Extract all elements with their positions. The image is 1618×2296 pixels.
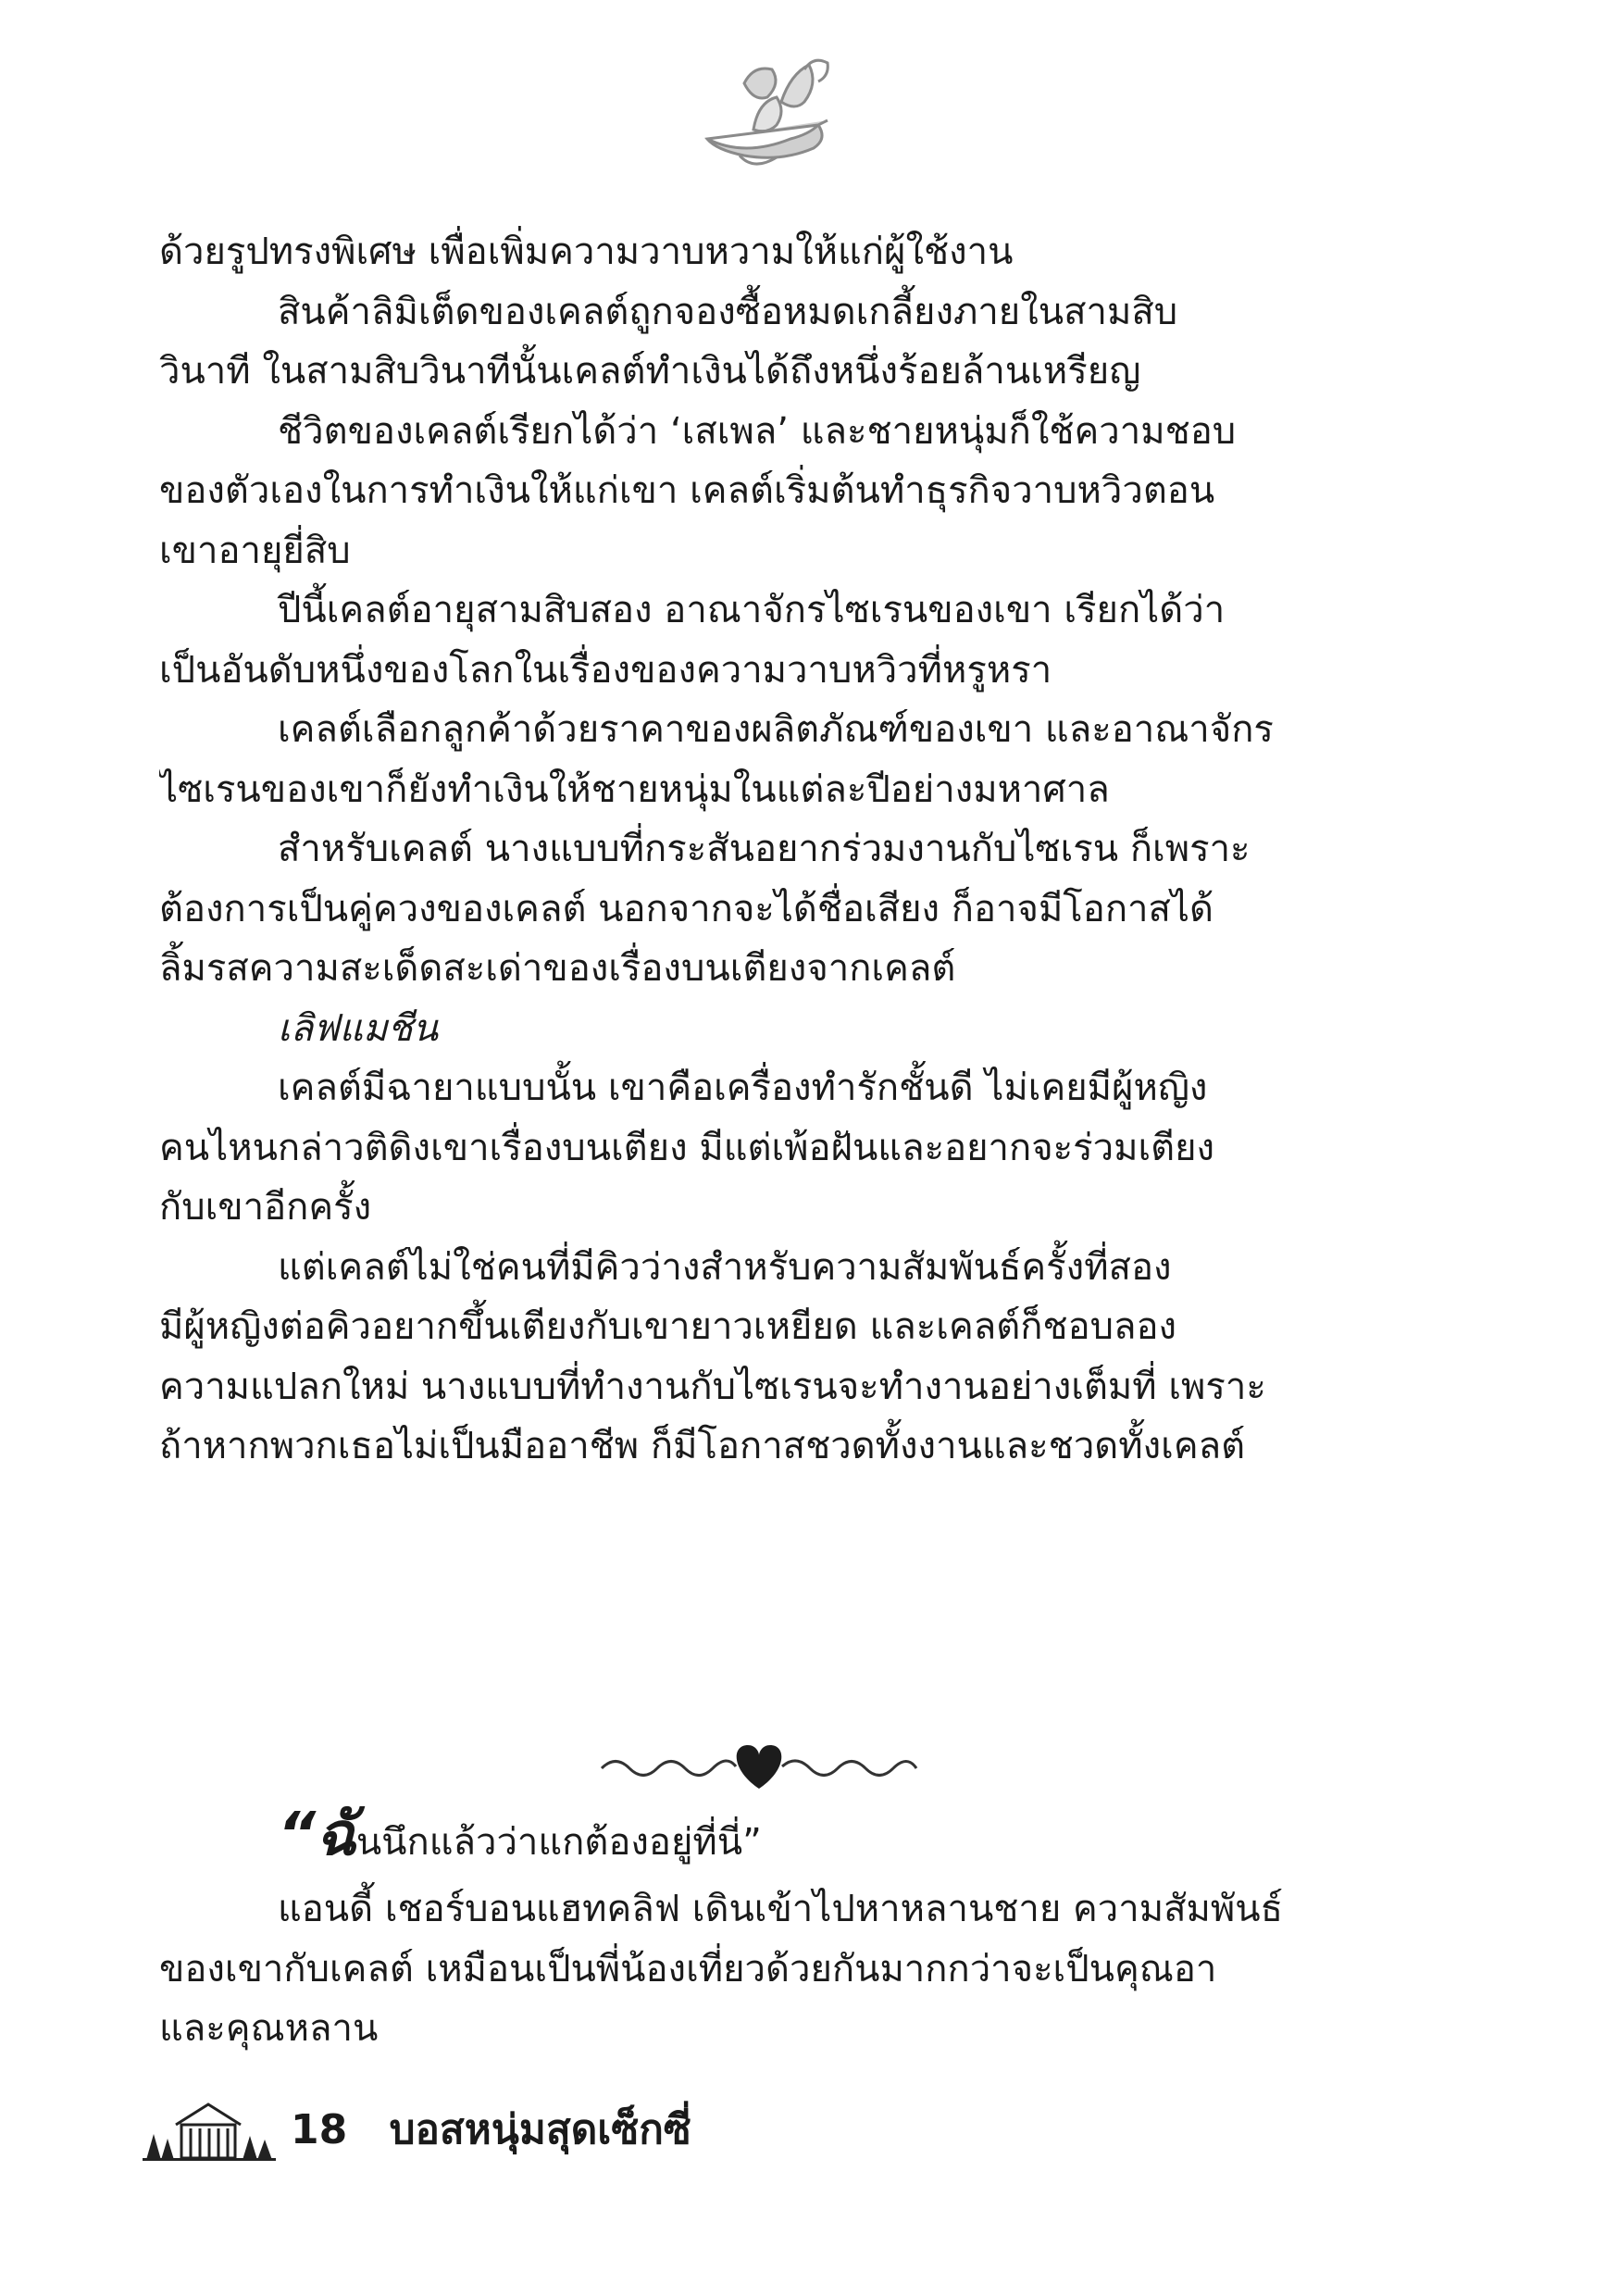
text-line: สำหรับเคลต์ นางแบบที่กระสันอยากร่วมงานกับไซเรน ก็เพราะ — [278, 828, 1251, 870]
text-line: คนไหนกล่าวติดิงเขาเรื่องบนเตียง มีแต่เพ้อฝันและอยากจะร่วมเตียง — [159, 1126, 1215, 1169]
text-line: ปีนี้เคลต์อายุสามสิบสอง อาณาจักรไซเรนของเขา เรียกได้ว่า — [278, 589, 1226, 631]
dialog-start-line — [278, 1801, 762, 1872]
text-line: เคลต์มีฉายาแบบนั้น เขาคือเครื่องทำรักชั้นดี ไม่เคยมีผู้หญิง — [278, 1067, 1208, 1109]
text-line: แต่เคลต์ไม่ใช่คนที่มีคิวว่างสำหรับความสัมพันธ์ครั้งที่สอง — [278, 1245, 1172, 1289]
body-text-block — [159, 222, 1353, 1477]
heart-divider-icon — [592, 1731, 926, 1796]
text-line: เป็นอันดับหนึ่งของโลกในเรื่องของความวาบหวิวที่หรูหรา — [159, 648, 1052, 692]
dropcap-letter: ฉั — [316, 1801, 356, 1869]
text-line: ด้วยรูปทรงพิเศษ เพื่อเพิ่มความวาบหวามให้แก่ผู้ใช้งาน — [159, 231, 1014, 273]
page-footer — [139, 2092, 691, 2166]
text-line: มีผู้หญิงต่อคิวอยากขึ้นเตียงกับเขายาวเหยียด และเคลต์ก็ชอบลอง — [159, 1305, 1177, 1348]
text-line: เคลต์เลือกลูกค้าด้วยราคาของผลิตภัณฑ์ของเขา และอาณาจักร — [278, 708, 1274, 751]
page-number: 18 — [291, 2106, 348, 2153]
body-text-block-2 — [159, 1879, 1353, 2059]
cupid-lamp-ornament-icon — [689, 46, 837, 176]
text-line: วินาที ในสามสิบวินาทีนั้นเคลต์ทำเงินได้ถึงหนึ่งร้อยล้านเหรียญ — [159, 350, 1141, 393]
text-line: และคุณหลาน — [159, 2007, 379, 2050]
text-line: ของเขากับเคลต์ เหมือนเป็นพี่น้องเที่ยวด้วยกันมากกว่าจะเป็นคุณอา — [159, 1947, 1217, 1990]
house-trees-icon — [139, 2097, 278, 2162]
text-line: เลิฟแมชีน — [278, 1006, 439, 1050]
open-quote: “ — [278, 1801, 317, 1869]
dialog-rest: นนึกแล้วว่าแกต้องอยู่ที่นี่” — [355, 1821, 762, 1864]
book-title: บอสหนุ่มสุดเซ็กซี่ — [389, 2106, 691, 2153]
text-line: เขาอายุยี่สิบ — [159, 529, 351, 572]
text-line: ลิ้มรสความสะเด็ดสะเด่าของเรื่องบนเตียงจากเคลต์ — [159, 947, 956, 990]
text-line: ไซเรนของเขาก็ยังทำเงินให้ชายหนุ่มในแต่ละปีอย่างมหาศาล — [159, 767, 1110, 811]
text-line: แอนดี้ เชอร์บอนแฮทคลิฟ เดินเข้าไปหาหลานชาย ความสัมพันธ์ — [278, 1888, 1283, 1930]
text-line: ชีวิตของเคลต์เรียกได้ว่า ‘เสเพล’ และชายหนุ่มก็ใช้ความชอบ — [278, 409, 1237, 453]
text-line: กับเขาอีกครั้ง — [159, 1186, 372, 1229]
text-line: ถ้าหากพวกเธอไม่เป็นมืออาชีพ ก็มีโอกาสชวดทั้งงานและชวดทั้งเคลต์ — [159, 1425, 1246, 1467]
text-line: ของตัวเองในการทำเงินให้แก่เขา เคลต์เริ่มต้นทำธุรกิจวาบหวิวตอน — [159, 469, 1215, 512]
text-line: สินค้าลิมิเต็ดของเคลต์ถูกจองซื้อหมดเกลี้ยงภายในสามสิบ — [278, 290, 1178, 333]
text-line: ความแปลกใหม่ นางแบบที่ทำงานกับไซเรนจะทำงานอย่างเต็มที่ เพราะ — [159, 1365, 1266, 1408]
text-line: ต้องการเป็นคู่ควงของเคลต์ นอกจากจะได้ชื่อเสียง ก็อาจมีโอกาสได้ — [159, 887, 1214, 930]
